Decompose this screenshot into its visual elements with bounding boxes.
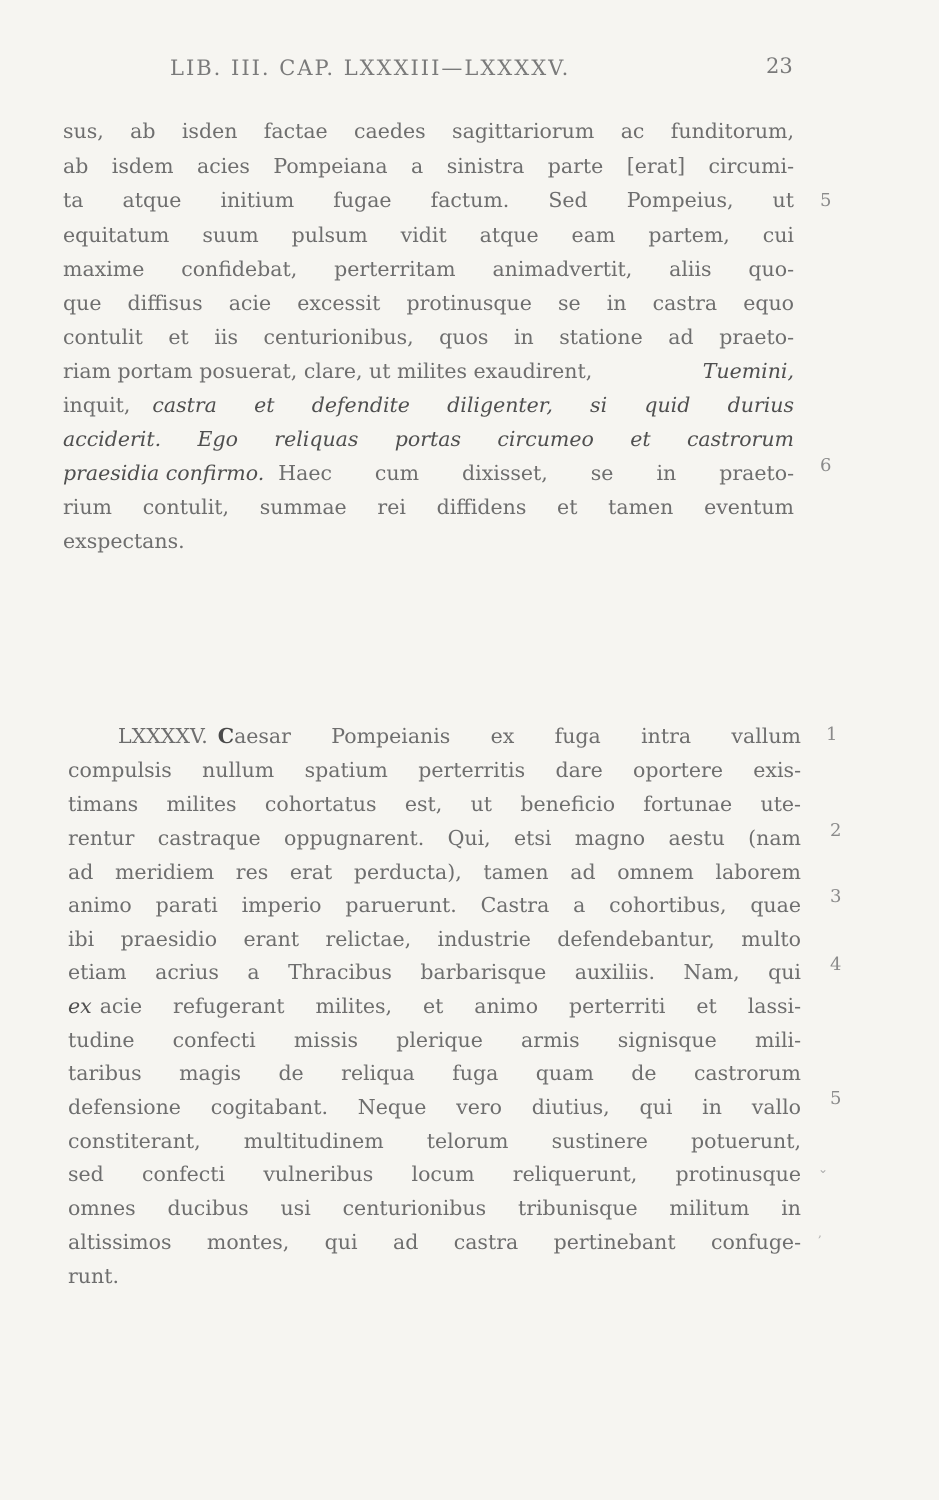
margin-number-5: 5 bbox=[820, 190, 832, 211]
text-line: taribus magis de reliqua fuga quam de castrorum bbox=[68, 1061, 801, 1085]
italic-span: Tuemini, bbox=[702, 359, 794, 383]
italic-line: acciderit. Ego reliquas portas circumeo et castrorum bbox=[63, 427, 794, 451]
text-line: sus, ab isden factae caedes sagittariorum ac funditorum, bbox=[63, 119, 794, 143]
text-line: omnes ducibus usi centurionibus tribunisque militum in bbox=[68, 1196, 801, 1220]
text-span: riam portam posuerat, clare, ut milites exaudirent, bbox=[63, 359, 593, 383]
margin-number-1: 1 bbox=[826, 724, 838, 745]
chapter-numeral: LXXXXV. bbox=[118, 724, 208, 748]
page-number: 23 bbox=[766, 54, 793, 78]
italic-span: ex bbox=[68, 994, 92, 1018]
text-line: exspectans. bbox=[63, 529, 185, 553]
margin-number-4: 4 bbox=[830, 954, 842, 975]
text-line: etiam acrius a Thracibus barbarisque auxiliis. Nam, qui bbox=[68, 960, 801, 984]
text-line: runt. bbox=[68, 1264, 119, 1288]
italic-span: praesidia confirmo. bbox=[63, 461, 265, 485]
margin-number-5: 5 bbox=[830, 1088, 842, 1109]
text-line: compulsis nullum spatium perterritis dare oportere exis- bbox=[68, 758, 801, 782]
stray-mark: ⌄ bbox=[818, 1162, 829, 1176]
text-line: equitatum suum pulsum vidit atque eam partem, cui bbox=[63, 223, 794, 247]
text-line: ad meridiem res erat perducta), tamen ad omnem laborem bbox=[68, 860, 801, 884]
text-line: tudine confecti missis plerique armis signisque mili- bbox=[68, 1028, 801, 1052]
text-line bbox=[63, 361, 794, 382]
text-line: constiterant, multitudinem telorum sustinere potuerunt, bbox=[68, 1129, 801, 1153]
text-span: acie refugerant milites, et animo perterriti et lassi- bbox=[99, 994, 801, 1018]
text-line: altissimos montes, qui ad castra pertinebant confuge- bbox=[68, 1230, 801, 1254]
stray-mark: , bbox=[818, 1226, 822, 1240]
text-line: sed confecti vulneribus locum reliquerunt, protinusque bbox=[68, 1162, 801, 1186]
margin-number-6: 6 bbox=[820, 455, 832, 476]
text-line: ab isdem acies Pompeiana a sinistra parte [erat] circumi- bbox=[63, 154, 794, 178]
italic-span: castra et defendite diligenter, si quid durius bbox=[152, 393, 794, 417]
text-line: maxime confidebat, perterritam animadvertit, aliis quo- bbox=[63, 257, 794, 281]
margin-number-3: 3 bbox=[830, 886, 842, 907]
text-line bbox=[63, 395, 794, 416]
text-span: inquit, bbox=[63, 393, 131, 417]
running-head: LIB. III. CAP. LXXXIII—LXXXXV. bbox=[170, 56, 571, 80]
text-span: Haec cum dixisset, se in praeto- bbox=[278, 461, 794, 485]
text-line: ta atque initium fugae factum. Sed Pompeius, ut bbox=[63, 188, 794, 212]
text-line bbox=[68, 996, 801, 1017]
text-line: que diffisus acie excessit protinusque se in castra equo bbox=[63, 291, 794, 315]
text-line: rentur castraque oppugnarent. Qui, etsi magno aestu (nam bbox=[68, 826, 801, 850]
text-line: ibi praesidio erant relictae, industrie defendebantur, multo bbox=[68, 927, 801, 951]
chapter-heading-line bbox=[118, 726, 801, 747]
text-span: aesar Pompeianis ex fuga intra vallum bbox=[234, 724, 801, 748]
margin-number-2: 2 bbox=[830, 820, 842, 841]
text-line: contulit et iis centurionibus, quos in statione ad praeto- bbox=[63, 325, 794, 349]
text-line: defensione cogitabant. Neque vero diutius, qui in vallo bbox=[68, 1095, 801, 1119]
initial-letter: C bbox=[217, 724, 235, 748]
text-line: animo parati imperio paruerunt. Castra a cohortibus, quae bbox=[68, 893, 801, 917]
text-line bbox=[63, 463, 794, 484]
text-line: rium contulit, summae rei diffidens et tamen eventum bbox=[63, 495, 794, 519]
text-line: timans milites cohortatus est, ut beneficio fortunae ute- bbox=[68, 792, 801, 816]
text-span bbox=[218, 726, 801, 747]
